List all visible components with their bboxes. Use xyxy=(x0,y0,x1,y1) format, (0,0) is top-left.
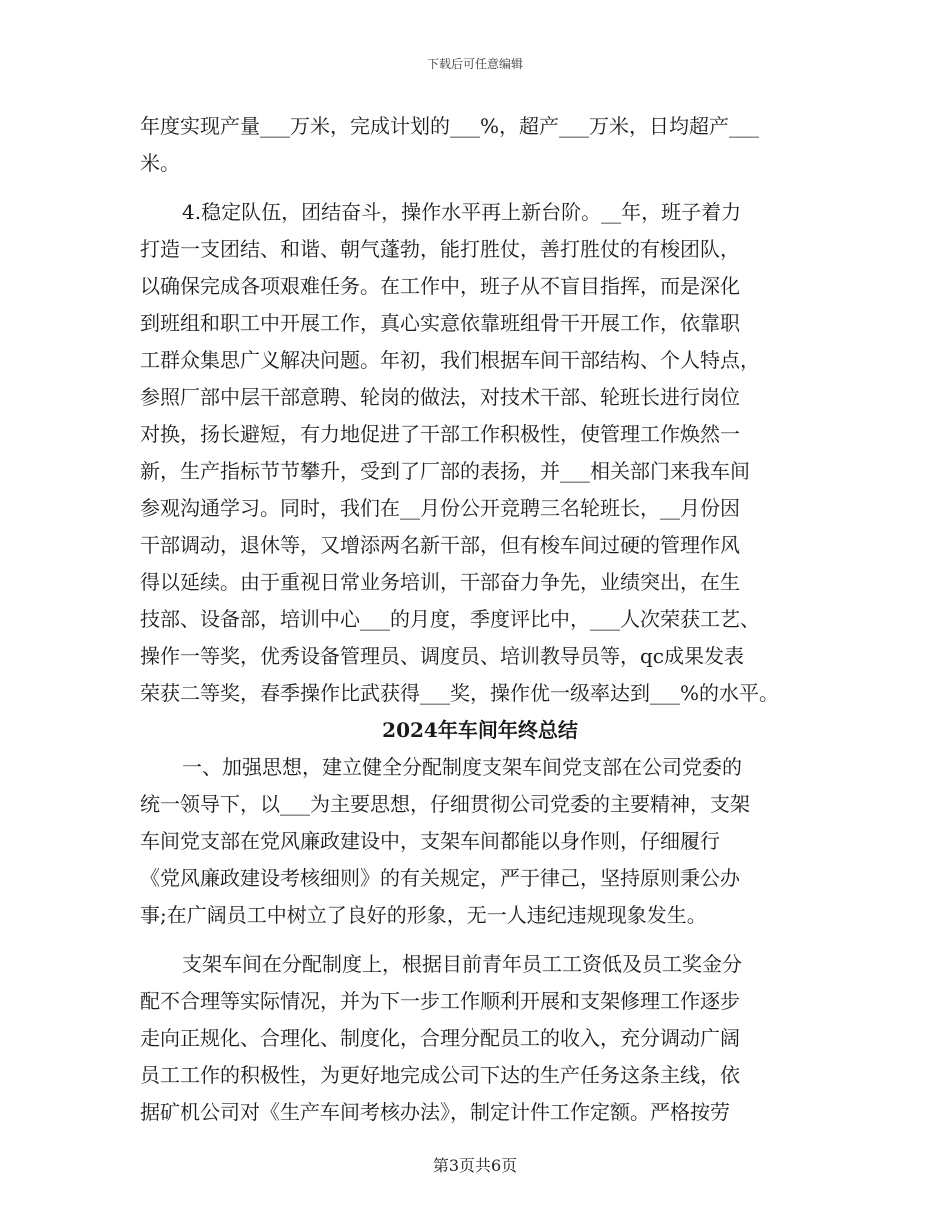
text-line: 对换，扬长避短，有力地促进了干部工作积极性，使管理工作焕然一 xyxy=(140,422,740,446)
text-line: 干部调动，退休等，又增添两名新干部，但有梭车间过硬的管理作风 xyxy=(140,533,740,557)
text-line: 参照厂部中层干部意聘、轮岗的做法，对技术干部、轮班长进行岗位 xyxy=(140,385,740,409)
text-line: 4.稳定队伍，团结奋斗，操作水平再上新台阶。__年，班子着力 xyxy=(182,200,742,224)
text-line: 以确保完成各项艰难任务。在工作中，班子从不盲目指挥，而是深化 xyxy=(140,274,740,298)
text-line: 打造一支团结、和谐、朝气蓬勃，能打胜仗，善打胜仗的有梭团队， xyxy=(140,237,740,261)
text-line: 得以延续。由于重视日常业务培训，干部奋力争先，业绩突出，在生 xyxy=(140,570,740,594)
text-line: 一、加强思想，建立健全分配制度支架车间党支部在公司党委的 xyxy=(182,755,742,779)
text-line: 员工工作的积极性，为更好地完成公司下达的生产任务这条主线，依 xyxy=(140,1063,740,1087)
text-line: 荣获二等奖，春季操作比武获得___奖，操作优一级率达到___%的水平。 xyxy=(140,681,780,705)
text-line: 参观沟通学习。同时，我们在__月份公开竞聘三名轮班长，__月份因 xyxy=(140,496,740,520)
text-line: 技部、设备部，培训中心___的月度，季度评比中，___人次荣获工艺、 xyxy=(140,607,760,631)
text-line: 年度实现产量___万米，完成计划的___%，超产___万米，日均超产___ xyxy=(140,114,760,138)
text-line: 统一领导下，以___为主要思想，仔细贯彻公司党委的主要精神，支架 xyxy=(140,792,750,816)
text-line: 事;在广阔员工中树立了良好的形象，无一人违纪违规现象发生。 xyxy=(140,903,707,927)
text-line: 工群众集思广义解决问题。年初，我们根据车间干部结构、个人特点， xyxy=(140,348,760,372)
text-line: 配不合理等实际情况，并为下一步工作顺利开展和支架修理工作逐步 xyxy=(140,989,740,1013)
text-line: 操作一等奖，优秀设备管理员、调度员、培训教导员等，qc成果发表 xyxy=(140,644,745,668)
text-line: 米。 xyxy=(140,151,180,175)
document-body xyxy=(140,108,820,1131)
text-line: 车间党支部在党风廉政建设中，支架车间都能以身作则，仔细履行 xyxy=(140,829,720,853)
text-line: 到班组和职工中开展工作，真心实意依靠班组骨干开展工作，依靠职 xyxy=(140,311,740,335)
page-footer: 第3页共6页 xyxy=(432,1156,518,1175)
text-line: 新，生产指标节节攀升，受到了厂部的表扬，并___相关部门来我车间 xyxy=(140,459,750,483)
text-line: 据矿机公司对《生产车间考核办法》，制定计件工作定额。严格按劳 xyxy=(140,1100,730,1124)
text-line: 走向正规化、合理化、制度化，合理分配员工的收入，充分调动广阔 xyxy=(140,1026,740,1050)
section-title: 2024年车间年终总结 xyxy=(382,718,578,742)
page-header: 下载后可任意编辑 xyxy=(426,57,523,71)
text-line: 支架车间在分配制度上，根据目前青年员工工资低及员工奖金分 xyxy=(182,952,742,976)
text-line: 《党风廉政建设考核细则》的有关规定，严于律己，坚持原则秉公办 xyxy=(140,866,740,890)
